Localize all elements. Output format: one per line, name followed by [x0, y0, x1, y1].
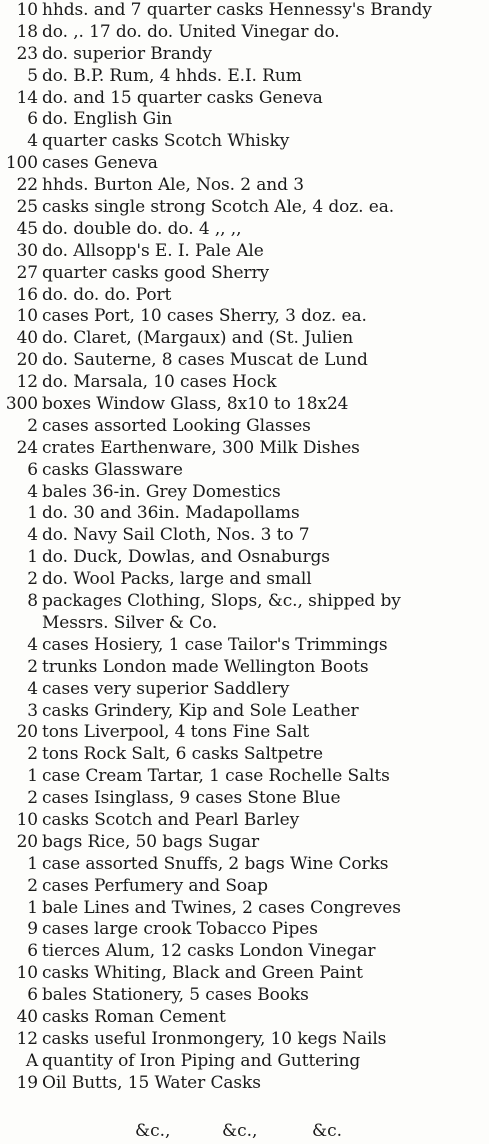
- list-item: [4, 131, 488, 153]
- goods-list: [4, 0, 488, 1095]
- etcetera-1: &c.,: [135, 1121, 171, 1141]
- list-item: [4, 328, 488, 350]
- list-item: [4, 88, 488, 110]
- item-quantity: 6: [27, 985, 38, 1006]
- item-quantity: 9: [27, 919, 38, 940]
- item-quantity: A: [25, 1050, 38, 1071]
- item-text: casks Glassware: [42, 459, 183, 480]
- item-quantity: 300: [5, 394, 38, 415]
- item-text: tons Liverpool, 4 tons Fine Salt: [42, 722, 310, 743]
- item-quantity: 2: [27, 415, 38, 436]
- list-item: [4, 569, 488, 591]
- item-text: do. superior Brandy: [42, 43, 212, 64]
- item-quantity: 12: [16, 1028, 38, 1049]
- list-item: [4, 263, 488, 285]
- item-text: casks Scotch and Pearl Barley: [42, 809, 300, 830]
- item-quantity: 30: [16, 240, 38, 261]
- item-quantity: 4: [27, 678, 38, 699]
- item-quantity: 4: [27, 525, 38, 546]
- item-quantity: 14: [16, 87, 38, 108]
- list-item: [4, 109, 488, 131]
- list-item: [4, 525, 488, 547]
- list-item: [4, 963, 488, 985]
- item-text: quarter casks Scotch Whisky: [42, 131, 290, 152]
- item-text: cases Geneva: [42, 153, 158, 174]
- item-text: casks Grindery, Kip and Sole Leather: [42, 700, 359, 721]
- list-item: [4, 219, 488, 241]
- list-item: [4, 175, 488, 197]
- item-text: bales Stationery, 5 cases Books: [42, 985, 309, 1006]
- item-text: case Cream Tartar, 1 case Rochelle Salts: [42, 766, 390, 787]
- list-item: [4, 766, 488, 788]
- item-text: quarter casks good Sherry: [42, 262, 269, 283]
- list-item: [4, 66, 488, 88]
- item-quantity: 20: [16, 831, 38, 852]
- item-quantity: 2: [27, 875, 38, 896]
- item-text: do. ,. 17 do. do. United Vinegar do.: [42, 21, 340, 42]
- list-item: [4, 919, 488, 941]
- item-text: do. and 15 quarter casks Geneva: [42, 87, 323, 108]
- item-text: Oil Butts, 15 Water Casks: [42, 1072, 261, 1093]
- item-text: quantity of Iron Piping and Guttering: [42, 1050, 361, 1071]
- list-item: [4, 0, 488, 22]
- item-text: do. double do. do. 4 ,, ,,: [42, 218, 242, 239]
- item-quantity: 16: [16, 284, 38, 305]
- item-text: case assorted Snuffs, 2 bags Wine Corks: [42, 853, 389, 874]
- item-quantity: 8: [27, 591, 38, 612]
- item-text: cases Port, 10 cases Sherry, 3 doz. ea.: [42, 306, 367, 327]
- list-item: [4, 788, 488, 810]
- list-item: [4, 438, 488, 460]
- list-item: [4, 613, 488, 635]
- etcetera-footer: [0, 1121, 489, 1143]
- item-quantity: 4: [27, 131, 38, 152]
- list-item: [4, 810, 488, 832]
- item-text: casks single strong Scotch Ale, 4 doz. ea.: [42, 197, 395, 218]
- item-quantity: 27: [16, 262, 38, 283]
- list-item: [4, 372, 488, 394]
- list-item: [4, 876, 488, 898]
- item-text: do. Marsala, 10 cases Hock: [42, 372, 277, 393]
- list-item: [4, 394, 488, 416]
- item-quantity: 45: [16, 218, 38, 239]
- item-text: tons Rock Salt, 6 casks Saltpetre: [42, 744, 324, 765]
- item-quantity: 4: [27, 481, 38, 502]
- item-text: do. Wool Packs, large and small: [42, 569, 312, 590]
- item-text: hhds. Burton Ale, Nos. 2 and 3: [42, 175, 304, 196]
- item-text: do. Navy Sail Cloth, Nos. 3 to 7: [42, 525, 310, 546]
- item-quantity: 6: [27, 109, 38, 130]
- list-item: [4, 701, 488, 723]
- list-item: [4, 985, 488, 1007]
- list-item: [4, 1073, 488, 1095]
- item-text: casks Roman Cement: [42, 1006, 226, 1027]
- item-quantity: 12: [16, 372, 38, 393]
- item-text: cases large crook Tobacco Pipes: [42, 919, 318, 940]
- item-text: cases very superior Saddlery: [42, 678, 290, 699]
- item-text: cases Perfumery and Soap: [42, 875, 268, 896]
- item-text: do. 30 and 36in. Madapollams: [42, 503, 300, 524]
- item-quantity: 20: [16, 722, 38, 743]
- item-quantity: 1: [27, 766, 38, 787]
- list-item: [4, 22, 488, 44]
- list-item: [4, 591, 488, 613]
- item-quantity: 2: [27, 744, 38, 765]
- item-text: do. Claret, (Margaux) and (St. Julien: [42, 328, 354, 349]
- item-text: hhds. and 7 quarter casks Hennessy's Brandy: [42, 0, 432, 20]
- item-quantity: 19: [16, 1072, 38, 1093]
- list-item: [4, 285, 488, 307]
- item-quantity: 2: [27, 569, 38, 590]
- item-quantity: 1: [27, 897, 38, 918]
- item-quantity: 10: [16, 0, 38, 20]
- item-quantity: 3: [27, 700, 38, 721]
- item-text: do. Duck, Dowlas, and Osnaburgs: [42, 547, 330, 568]
- list-item: [4, 1007, 488, 1029]
- list-item: [4, 744, 488, 766]
- item-text: bales 36-in. Grey Domestics: [42, 481, 281, 502]
- etcetera-3: &c.: [312, 1121, 343, 1141]
- item-quantity: 24: [16, 437, 38, 458]
- item-quantity: 25: [16, 197, 38, 218]
- item-quantity: 40: [16, 1006, 38, 1027]
- item-text: crates Earthenware, 300 Milk Dishes: [42, 437, 360, 458]
- item-text: do. Sauterne, 8 cases Muscat de Lund: [42, 350, 368, 371]
- item-quantity: 10: [16, 963, 38, 984]
- list-item: [4, 547, 488, 569]
- list-item: [4, 722, 488, 744]
- item-quantity: 23: [16, 43, 38, 64]
- list-item: [4, 416, 488, 438]
- list-item: [4, 854, 488, 876]
- list-item: [4, 679, 488, 701]
- list-item: [4, 482, 488, 504]
- item-quantity: 20: [16, 350, 38, 371]
- list-item: [4, 460, 488, 482]
- list-item: [4, 153, 488, 175]
- item-quantity: 1: [27, 853, 38, 874]
- item-text: cases Hosiery, 1 case Tailor's Trimmings: [42, 634, 388, 655]
- item-quantity: 22: [16, 175, 38, 196]
- item-quantity: 10: [16, 809, 38, 830]
- list-item: [4, 898, 488, 920]
- item-text: do. B.P. Rum, 4 hhds. E.I. Rum: [42, 65, 302, 86]
- item-text: trunks London made Wellington Boots: [42, 656, 369, 677]
- item-quantity: 10: [16, 306, 38, 327]
- item-text: cases assorted Looking Glasses: [42, 415, 311, 436]
- item-quantity: 1: [27, 503, 38, 524]
- item-text: bags Rice, 50 bags Sugar: [42, 831, 260, 852]
- item-text: tierces Alum, 12 casks London Vinegar: [42, 941, 376, 962]
- item-quantity: 2: [27, 656, 38, 677]
- item-quantity: 2: [27, 788, 38, 809]
- list-item: [4, 503, 488, 525]
- item-text: Messrs. Silver & Co.: [42, 612, 218, 633]
- list-item: [4, 1029, 488, 1051]
- list-item: [4, 197, 488, 219]
- item-text: casks useful Ironmongery, 10 kegs Nails: [42, 1028, 387, 1049]
- etcetera-2: &c.,: [222, 1121, 258, 1141]
- item-quantity: 4: [27, 634, 38, 655]
- item-text: do. do. do. Port: [42, 284, 172, 305]
- list-item: [4, 44, 488, 66]
- item-quantity: 40: [16, 328, 38, 349]
- list-item: [4, 941, 488, 963]
- item-quantity: 5: [27, 65, 38, 86]
- list-item: [4, 306, 488, 328]
- list-item: [4, 1051, 488, 1073]
- item-text: do. English Gin: [42, 109, 173, 130]
- item-text: casks Whiting, Black and Green Paint: [42, 963, 363, 984]
- item-quantity: 100: [5, 153, 38, 174]
- list-item: [4, 832, 488, 854]
- item-text: cases Isinglass, 9 cases Stone Blue: [42, 788, 341, 809]
- item-quantity: 6: [27, 941, 38, 962]
- list-item: [4, 350, 488, 372]
- list-item: [4, 635, 488, 657]
- item-text: do. Allsopp's E. I. Pale Ale: [42, 240, 264, 261]
- item-text: bale Lines and Twines, 2 cases Congreves: [42, 897, 401, 918]
- item-text: boxes Window Glass, 8x10 to 18x24: [42, 394, 349, 415]
- list-item: [4, 657, 488, 679]
- item-quantity: 18: [16, 21, 38, 42]
- item-text: packages Clothing, Slops, &c., shipped by: [42, 591, 401, 612]
- list-item: [4, 241, 488, 263]
- item-quantity: 1: [27, 547, 38, 568]
- item-quantity: 6: [27, 459, 38, 480]
